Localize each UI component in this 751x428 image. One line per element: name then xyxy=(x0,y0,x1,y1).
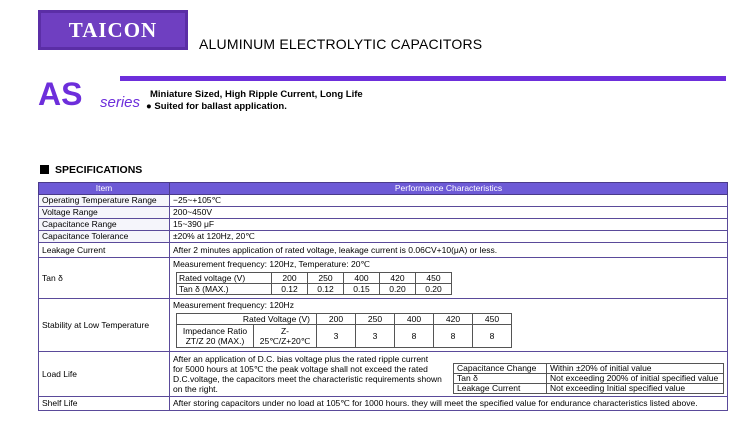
table-row xyxy=(39,207,728,219)
table-row xyxy=(177,314,512,325)
document-title: ALUMINUM ELECTROLYTIC CAPACITORS xyxy=(199,36,483,52)
table-row xyxy=(454,384,724,394)
table-header-row xyxy=(39,183,728,195)
table-cell: 3 xyxy=(317,325,356,348)
column-header-item: Item xyxy=(39,183,170,195)
brand-logo: TAICON xyxy=(41,13,185,47)
table-cell: 200 xyxy=(272,273,308,284)
item-cell: Operating Temperature Range xyxy=(39,195,170,207)
table-cell: 0.12 xyxy=(272,284,308,295)
criteria-label: Capacitance Change xyxy=(454,364,547,374)
table-cell: 250 xyxy=(308,273,344,284)
table-cell: 450 xyxy=(473,314,512,325)
criteria-value: Not exceeding Initial specified value xyxy=(547,384,724,394)
table-row xyxy=(454,374,724,384)
table-cell: 400 xyxy=(344,273,380,284)
load-criteria-table xyxy=(453,363,724,394)
feature-line-2: ● Suited for ballast application. xyxy=(146,101,287,112)
square-bullet-icon xyxy=(40,165,49,174)
table-row xyxy=(177,325,512,348)
table-row xyxy=(39,243,728,258)
criteria-label: Tan δ xyxy=(454,374,547,384)
value-cell: After storing capacitors under no load at 105℃ for 1000 hours. they will meet the specified value for endurance characteristics listed above. xyxy=(170,397,728,411)
value-cell: 200~450V xyxy=(170,207,728,219)
value-cell: After 2 minutes application of rated voltage, leakage current is 0.06CV+10(μA) or less. xyxy=(170,243,728,258)
item-cell: Load Life xyxy=(39,352,170,397)
table-row xyxy=(177,273,452,284)
specifications-label: SPECIFICATIONS xyxy=(55,164,143,176)
load-text-line: on the right. xyxy=(173,384,218,394)
series-code: AS xyxy=(38,76,83,112)
column-header-performance: Performance Characteristics xyxy=(170,183,728,195)
table-cell: 420 xyxy=(434,314,473,325)
table-cell: 420 xyxy=(380,273,416,284)
table-row xyxy=(39,231,728,243)
table-row xyxy=(39,258,728,299)
criteria-value: Not exceeding 200% of initial specified value xyxy=(547,374,724,384)
impedance-label-line1: Impedance Ratio xyxy=(182,326,248,336)
load-text-line: After an application of D.C. bias voltage plus the rated ripple current xyxy=(173,354,429,364)
tan-delta-table xyxy=(176,272,452,295)
load-text-line: for 5000 hours at 105℃ the peak voltage shall not exceed the rated xyxy=(173,364,428,374)
value-cell: 15~390 μF xyxy=(170,219,728,231)
table-cell: 8 xyxy=(473,325,512,348)
item-cell: Voltage Range xyxy=(39,207,170,219)
table-row xyxy=(39,195,728,207)
item-cell: Leakage Current xyxy=(39,243,170,258)
criteria-value: Within ±20% of initial value xyxy=(547,364,724,374)
row-label: Rated voltage (V) xyxy=(177,273,272,284)
value-cell xyxy=(170,299,728,352)
table-cell: 200 xyxy=(317,314,356,325)
item-cell: Tan δ xyxy=(39,258,170,299)
impedance-label-line2: ZT/Z 20 (MAX.) xyxy=(185,336,245,346)
criteria-label: Leakage Current xyxy=(454,384,547,394)
table-cell: 8 xyxy=(395,325,434,348)
table-cell: 3 xyxy=(356,325,395,348)
item-cell: Capacitance Tolerance xyxy=(39,231,170,243)
table-cell: 400 xyxy=(395,314,434,325)
value-cell: ±20% at 120Hz, 20℃ xyxy=(170,231,728,243)
table-row xyxy=(39,352,728,397)
table-row xyxy=(454,364,724,374)
series-word: series xyxy=(100,94,141,111)
row-label: Rated Voltage (V) xyxy=(177,314,317,325)
value-cell xyxy=(170,352,728,397)
table-cell: 8 xyxy=(434,325,473,348)
load-text-line: D.C.voltage, the capacitors meet the characteristic requirements shown xyxy=(173,374,442,384)
table-row xyxy=(177,284,452,295)
load-life-description xyxy=(173,354,442,394)
table-cell: 450 xyxy=(416,273,452,284)
table-row xyxy=(39,219,728,231)
table-cell: 0.20 xyxy=(416,284,452,295)
value-cell: −25~+105℃ xyxy=(170,195,728,207)
row-label: Tan δ (MAX.) xyxy=(177,284,272,295)
table-row xyxy=(39,299,728,352)
impedance-label xyxy=(177,325,254,348)
table-cell: 250 xyxy=(356,314,395,325)
item-cell: Capacitance Range xyxy=(39,219,170,231)
table-row xyxy=(39,397,728,411)
table-cell: 0.12 xyxy=(308,284,344,295)
tan-measurement-note: Measurement frequency: 120Hz, Temperature: 20℃ xyxy=(173,259,370,269)
table-cell: 0.15 xyxy=(344,284,380,295)
feature-line-1: Miniature Sized, High Ripple Current, Long Life xyxy=(150,89,363,100)
specifications-table xyxy=(38,182,728,411)
item-cell: Shelf Life xyxy=(39,397,170,411)
header-rule xyxy=(120,76,726,81)
item-cell: Stability at Low Temperature xyxy=(39,299,170,352)
value-cell xyxy=(170,258,728,299)
condition-cell: Z-25℃/Z+20℃ xyxy=(254,325,317,348)
table-cell: 0.20 xyxy=(380,284,416,295)
specifications-heading xyxy=(40,164,142,176)
stability-table xyxy=(176,313,512,348)
stability-measurement-note: Measurement frequency: 120Hz xyxy=(173,300,294,310)
